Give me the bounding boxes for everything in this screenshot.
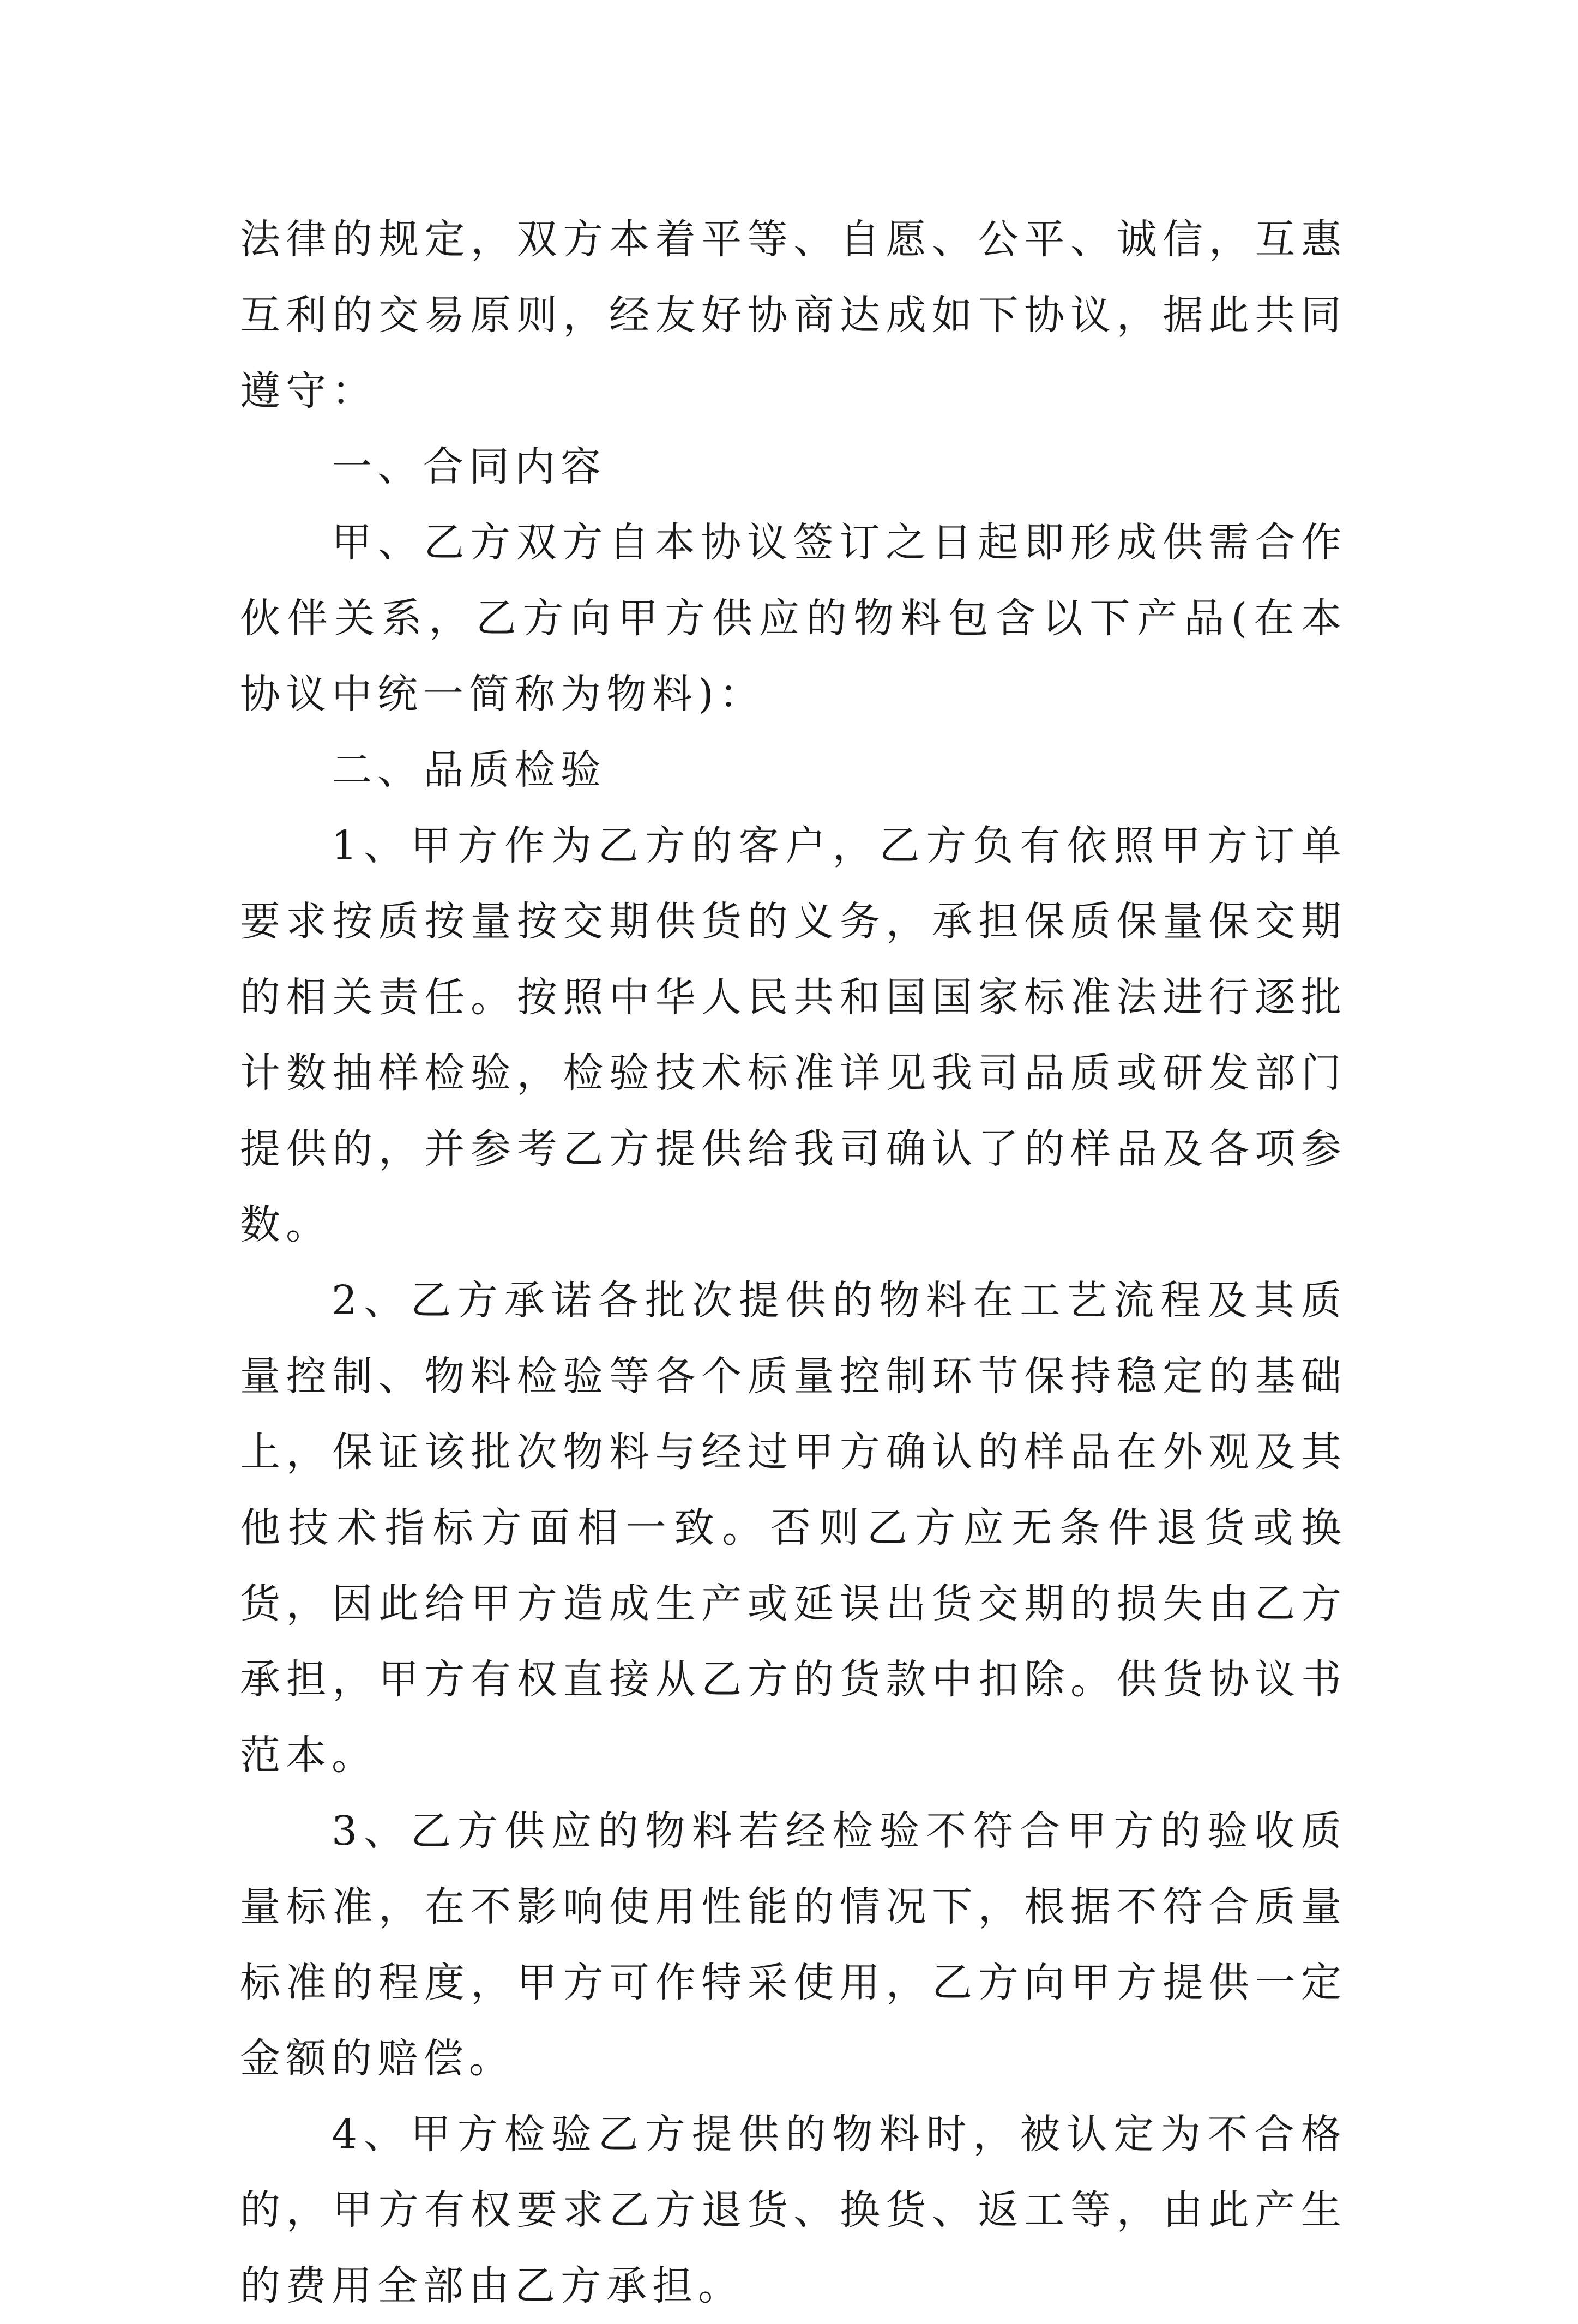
paragraph-partnership: 甲、乙方双方自本协议签订之日起即形成供需合作伙伴关系，乙方向甲方供应的物料包含以下产品(在本协议中统一简称为物料)：: [240, 519, 1347, 718]
clause-2: 2、乙方承诺各批次提供的物料在工艺流程及其质量控制、物料检验等各个质量控制环节保持稳定的基础上，保证该批次物料与经过甲方确认的样品在外观及其他技术指标方面相一致。否则乙方应无条件退货或换货，因此给甲方造成生产或延误出货交期的损失由乙方承担，甲方有权直接从乙方的货款中扣除。供货协议书范本。: [240, 1277, 1347, 1779]
paragraph-intro-continued: 法律的规定，双方本着平等、自愿、公平、诚信，互惠互利的交易原则，经友好协商达成如下协议，据此共同遵守：: [240, 216, 1347, 414]
document-body: [240, 202, 1347, 2324]
section-heading-quality-inspection: 二、品质检验: [332, 746, 606, 793]
clause-1: 1、甲方作为乙方的客户，乙方负有依照甲方订单要求按质按量按交期供货的义务，承担保质保量保交期的相关责任。按照中华人民共和国国家标准法进行逐批计数抽样检验，检验技术标准详见我司品质或研发部门提供的，并参考乙方提供给我司确认了的样品及各项参数。: [240, 822, 1347, 1248]
clause-4: 4、甲方检验乙方提供的物料时，被认定为不合格的，甲方有权要求乙方退货、换货、返工等，由此产生的费用全部由乙方承担。: [240, 2111, 1347, 2309]
section-heading-contract-content: 一、合同内容: [332, 443, 606, 490]
clause-3: 3、乙方供应的物料若经检验不符合甲方的验收质量标准，在不影响使用性能的情况下，根据不符合质量标准的程度，甲方可作特采使用，乙方向甲方提供一定金额的赔偿。: [240, 1808, 1347, 2082]
